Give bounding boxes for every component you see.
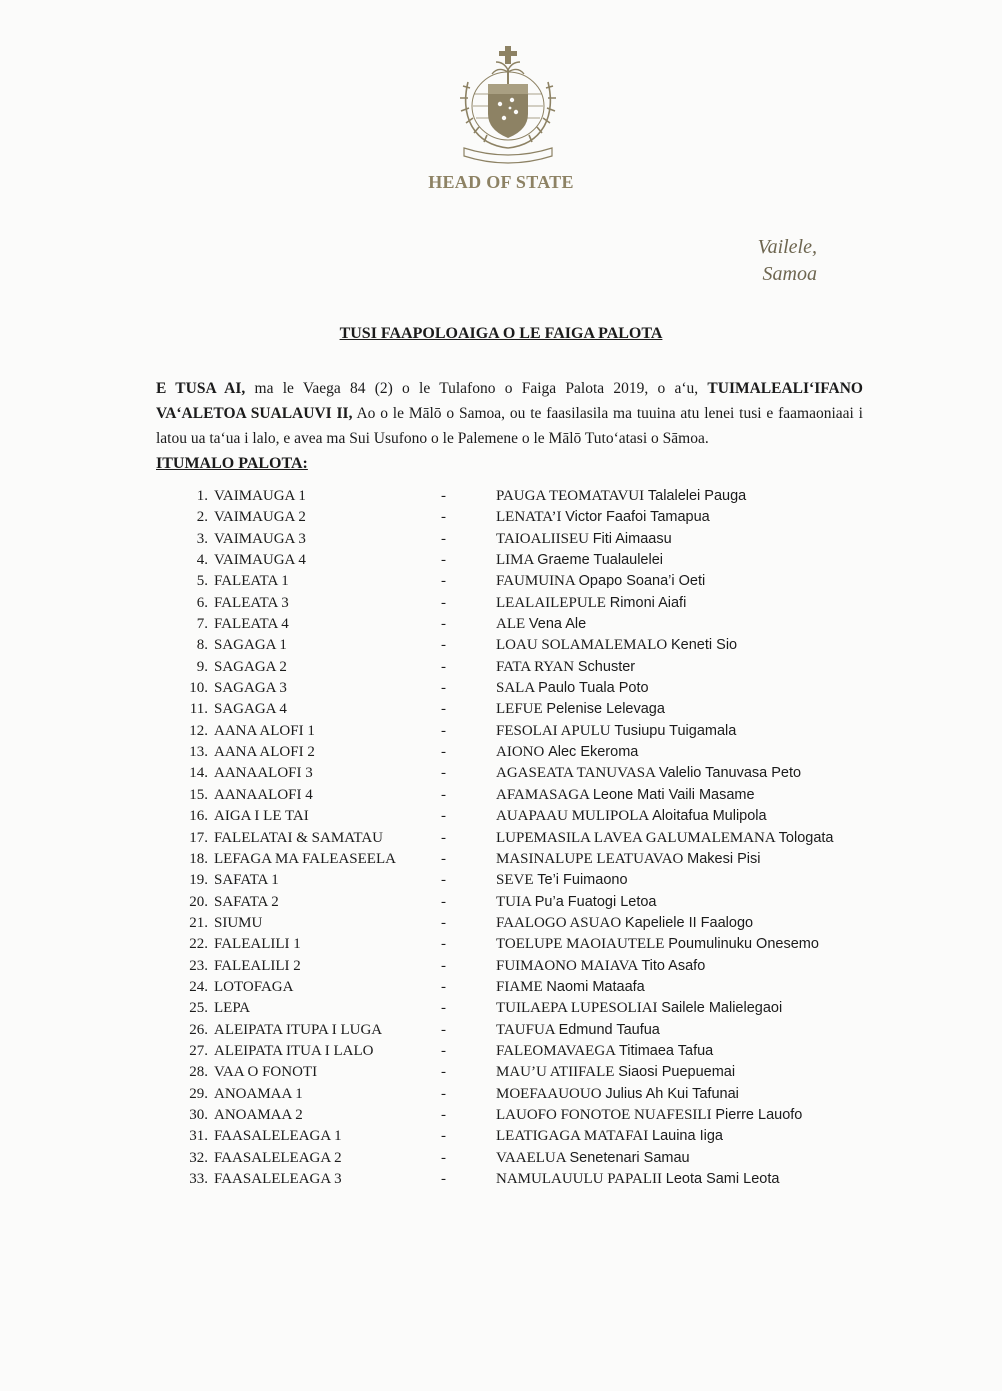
member-title: FAALOGO ASUAO — [496, 914, 622, 931]
member-given-name: Pierre Lauofo — [715, 1106, 803, 1123]
list-item — [0, 595, 1002, 616]
constituency-name: SAGAGA 1 — [214, 637, 287, 654]
member-given-name: Lauina Iiga — [652, 1128, 723, 1145]
member-name — [496, 1064, 735, 1081]
member-title: FUIMAONO MAIAVA — [496, 957, 638, 974]
member-given-name: Leone Mati Vaili Masame — [592, 786, 755, 803]
member-given-name: Tologata — [778, 829, 834, 846]
member-title: MAU’U ATIIFALE — [496, 1064, 615, 1081]
item-number: 19. — [189, 872, 208, 889]
item-number: 18. — [189, 850, 208, 867]
member-given-name: Makesi Pisi — [687, 850, 761, 867]
member-title: MASINALUPE LEATUAVAO — [496, 850, 684, 867]
constituency-name: FAASALELEAGA 3 — [214, 1171, 342, 1187]
item-number: 3. — [196, 530, 208, 547]
member-given-name: Aloitafua Mulipola — [652, 808, 767, 825]
list-item — [0, 851, 1002, 872]
separator-dash: - — [441, 1021, 446, 1038]
member-title: TUILAEPA LUPESOLIAI — [496, 1000, 658, 1017]
member-name — [496, 851, 760, 868]
constituency-name: SAFATA 2 — [214, 893, 279, 910]
member-given-name: Edmund Taufua — [558, 1021, 660, 1038]
member-name — [496, 616, 586, 633]
member-title: FAUMUINA — [496, 573, 575, 590]
list-item — [0, 830, 1002, 851]
member-title: FESOLAI APULU — [496, 722, 611, 739]
item-number: 6. — [196, 594, 208, 611]
member-title: LUPEMASILA LAVEA GALUMALEMANA — [496, 829, 775, 846]
separator-dash: - — [441, 936, 446, 953]
separator-dash: - — [441, 573, 446, 590]
member-name — [496, 680, 649, 697]
item-number: 4. — [196, 552, 208, 569]
member-name — [496, 958, 705, 975]
member-given-name: Alec Ekeroma — [548, 744, 639, 761]
item-number: 28. — [189, 1064, 208, 1081]
member-name — [496, 1022, 660, 1039]
member-name — [496, 1128, 723, 1145]
separator-dash: - — [441, 594, 446, 611]
list-item — [0, 531, 1002, 552]
constituency-list — [0, 488, 1002, 1192]
member-name — [496, 808, 767, 825]
member-title: VAAELUA — [496, 1149, 566, 1166]
member-name — [496, 894, 656, 911]
item-number: 22. — [189, 936, 208, 953]
member-name — [496, 872, 628, 889]
member-given-name: Poumulinuku Onesemo — [668, 936, 819, 953]
place-line-samoa: Samoa — [762, 263, 817, 285]
member-name — [496, 701, 665, 718]
list-item — [0, 765, 1002, 786]
member-name — [496, 723, 736, 740]
item-number: 25. — [189, 1000, 208, 1017]
separator-dash: - — [441, 765, 446, 782]
constituency-name: LEPA — [214, 1000, 251, 1017]
member-given-name: Te’i Fuimaono — [537, 872, 628, 889]
member-given-name: Julius Ah Kui Tafunai — [605, 1085, 739, 1102]
member-title: FATA RYAN — [496, 658, 575, 675]
constituency-name: AANA ALOFI 2 — [214, 744, 315, 761]
member-given-name: Victor Faafoi Tamapua — [565, 509, 710, 526]
separator-dash: - — [441, 722, 446, 739]
separator-dash: - — [441, 1000, 446, 1017]
constituency-name: FAASALELEAGA 1 — [214, 1128, 342, 1145]
item-number: 5. — [196, 573, 208, 590]
list-item — [0, 1150, 1002, 1171]
list-item — [0, 616, 1002, 637]
item-number: 12. — [189, 722, 208, 739]
separator-dash: - — [441, 552, 446, 569]
head-of-state-heading: HEAD OF STATE — [428, 172, 574, 192]
member-name — [496, 1107, 802, 1124]
member-given-name: Keneti Sio — [671, 637, 738, 654]
member-given-name: Naomi Mataafa — [546, 978, 645, 995]
member-name — [496, 979, 645, 996]
constituency-name: ANOAMAA 2 — [214, 1106, 303, 1123]
separator-dash: - — [441, 914, 446, 931]
item-number: 24. — [189, 978, 208, 995]
member-title: AIONO — [496, 744, 545, 761]
separator-dash: - — [441, 509, 446, 526]
item-number: 23. — [189, 957, 208, 974]
place-line-vailele: Vailele, — [757, 236, 817, 258]
list-item — [0, 573, 1002, 594]
list-item — [0, 808, 1002, 829]
member-name — [496, 1171, 779, 1188]
constituency-name: SAGAGA 4 — [214, 701, 287, 718]
constituency-name: VAIMAUGA 2 — [214, 509, 306, 526]
constituency-name: SIUMU — [214, 914, 263, 931]
member-given-name: Pelenise Lelevaga — [546, 701, 665, 718]
constituency-name: LOTOFAGA — [214, 978, 294, 995]
constituency-name: AANAALOFI 4 — [214, 786, 313, 803]
member-given-name: Fiti Aimaasu — [592, 530, 672, 547]
constituency-name: VAIMAUGA 1 — [214, 488, 306, 504]
member-title: TOELUPE MAOIAUTELE — [496, 936, 665, 953]
list-item — [0, 787, 1002, 808]
constituency-name: ANOAMAA 1 — [214, 1085, 303, 1102]
constituency-name: SAFATA 1 — [214, 872, 279, 889]
member-given-name: Senetenari Samau — [569, 1149, 690, 1166]
item-number: 10. — [189, 680, 208, 697]
list-item — [0, 894, 1002, 915]
member-title: AUAPAAU MULIPOLA — [496, 808, 649, 825]
member-title: FALEOMAVAEGA — [496, 1042, 616, 1059]
member-title: LAUOFO FONOTOE NUAFESILI — [496, 1106, 712, 1123]
head-of-state-name: TUIMALEALI‘IFANO VA‘ALETOA SUALAUVI II, — [156, 380, 863, 422]
section-heading: ITUMALO PALOTA: — [156, 455, 308, 472]
list-item — [0, 872, 1002, 893]
constituency-name: FALEATA 3 — [214, 594, 289, 611]
list-item — [0, 488, 1002, 509]
member-title: SALA — [496, 680, 535, 697]
item-number: 2. — [196, 509, 208, 526]
member-given-name: Siaosi Puepuemai — [618, 1064, 736, 1081]
separator-dash: - — [441, 488, 446, 504]
list-item — [0, 1086, 1002, 1107]
constituency-name: FALEATA 4 — [214, 616, 289, 633]
member-given-name: Vena Ale — [528, 616, 587, 633]
separator-dash: - — [441, 1128, 446, 1145]
member-name — [496, 1086, 739, 1103]
member-name — [496, 1043, 713, 1060]
member-title: TUIA — [496, 893, 531, 910]
separator-dash: - — [441, 744, 446, 761]
samoa-coat-of-arms-logo — [452, 44, 564, 168]
member-given-name: Paulo Tuala Poto — [538, 680, 649, 697]
item-number: 33. — [189, 1171, 208, 1187]
separator-dash: - — [441, 1171, 446, 1187]
member-name — [496, 659, 635, 676]
member-name — [496, 765, 801, 782]
member-title: TAIOALIISEU — [496, 530, 589, 547]
item-number: 20. — [189, 893, 208, 910]
member-name — [496, 787, 755, 804]
list-item — [0, 979, 1002, 1000]
list-item — [0, 637, 1002, 658]
intro-text-part1: ma le Vaega 84 (2) o le Tulafono o Faiga Palota 2019, o a‘u, — [245, 380, 708, 397]
constituency-name: SAGAGA 2 — [214, 658, 287, 675]
member-name — [496, 573, 705, 590]
constituency-name: AANA ALOFI 1 — [214, 722, 315, 739]
separator-dash: - — [441, 786, 446, 803]
separator-dash: - — [441, 616, 446, 633]
member-name — [496, 488, 746, 505]
member-given-name: Leota Sami Leota — [665, 1171, 780, 1187]
member-name — [496, 936, 819, 953]
item-number: 1. — [196, 488, 208, 504]
item-number: 14. — [189, 765, 208, 782]
list-item — [0, 723, 1002, 744]
separator-dash: - — [441, 872, 446, 889]
member-name — [496, 637, 737, 654]
item-number: 16. — [189, 808, 208, 825]
separator-dash: - — [441, 1085, 446, 1102]
list-item — [0, 701, 1002, 722]
item-number: 27. — [189, 1042, 208, 1059]
item-number: 9. — [196, 658, 208, 675]
member-title: LENATA’I — [496, 509, 562, 526]
separator-dash: - — [441, 850, 446, 867]
member-title: AGASEATA TANUVASA — [496, 765, 656, 782]
member-name — [496, 915, 753, 932]
constituency-name: AIGA I LE TAI — [214, 808, 309, 825]
item-number: 8. — [196, 637, 208, 654]
member-title: TAUFUA — [496, 1021, 555, 1038]
item-number: 32. — [189, 1149, 208, 1166]
list-item — [0, 1022, 1002, 1043]
separator-dash: - — [441, 978, 446, 995]
list-item — [0, 1128, 1002, 1149]
constituency-name: AANAALOFI 3 — [214, 765, 313, 782]
member-given-name: Graeme Tualaulelei — [537, 552, 663, 569]
separator-dash: - — [441, 701, 446, 718]
separator-dash: - — [441, 658, 446, 675]
member-given-name: Opapo Soana’i Oeti — [578, 573, 706, 590]
place-address — [758, 234, 817, 288]
member-title: LOAU SOLAMALEMALO — [496, 637, 668, 654]
item-number: 26. — [189, 1021, 208, 1038]
member-name — [496, 509, 710, 526]
separator-dash: - — [441, 1106, 446, 1123]
member-title: NAMULAUULU PAPALII — [496, 1171, 662, 1187]
separator-dash: - — [441, 530, 446, 547]
list-item — [0, 1000, 1002, 1021]
member-title: FIAME — [496, 978, 543, 995]
document-title: TUSI FAAPOLOAIGA O LE FAIGA PALOTA — [339, 325, 663, 342]
list-item — [0, 680, 1002, 701]
member-given-name: Rimoni Aiafi — [609, 594, 687, 611]
list-item — [0, 552, 1002, 573]
member-given-name: Tusiupu Tuigamala — [614, 722, 737, 739]
list-item — [0, 958, 1002, 979]
separator-dash: - — [441, 829, 446, 846]
separator-dash: - — [441, 637, 446, 654]
member-name — [496, 552, 663, 569]
item-number: 30. — [189, 1106, 208, 1123]
member-name — [496, 1000, 782, 1017]
member-given-name: Titimaea Tafua — [618, 1042, 714, 1059]
member-given-name: Talalelei Pauga — [647, 488, 747, 504]
item-number: 7. — [196, 616, 208, 633]
intro-lead: E TUSA AI, — [156, 380, 246, 397]
constituency-name: VAIMAUGA 4 — [214, 552, 306, 569]
list-item — [0, 659, 1002, 680]
member-title: MOEFAAUOUO — [496, 1085, 602, 1102]
list-item — [0, 744, 1002, 765]
constituency-name: LEFAGA MA FALEASEELA — [214, 850, 396, 867]
member-given-name: Valelio Tanuvasa Peto — [658, 765, 802, 782]
member-given-name: Schuster — [577, 658, 636, 675]
separator-dash: - — [441, 1064, 446, 1081]
item-number: 29. — [189, 1085, 208, 1102]
constituency-name: FALEALILI 1 — [214, 936, 301, 953]
item-number: 31. — [189, 1128, 208, 1145]
item-number: 13. — [189, 744, 208, 761]
member-name — [496, 1150, 690, 1167]
constituency-name: SAGAGA 3 — [214, 680, 287, 697]
constituency-name: ALEIPATA ITUPA I LUGA — [214, 1021, 383, 1038]
list-item — [0, 915, 1002, 936]
member-title: SEVE — [496, 872, 534, 889]
member-title: LEALAILEPULE — [496, 594, 606, 611]
separator-dash: - — [441, 893, 446, 910]
list-item — [0, 1171, 1002, 1192]
member-title: LEFUE — [496, 701, 543, 718]
separator-dash: - — [441, 808, 446, 825]
list-item — [0, 1064, 1002, 1085]
member-title: LIMA — [496, 552, 534, 569]
constituency-name: FALEATA 1 — [214, 573, 289, 590]
member-given-name: Kapeliele II Faalogo — [624, 914, 754, 931]
separator-dash: - — [441, 680, 446, 697]
separator-dash: - — [441, 1149, 446, 1166]
item-number: 15. — [189, 786, 208, 803]
member-name — [496, 830, 833, 847]
member-title: ALE — [496, 616, 526, 633]
member-name — [496, 595, 686, 612]
member-title: LEATIGAGA MATAFAI — [496, 1128, 649, 1145]
member-title: AFAMASAGA — [496, 786, 590, 803]
member-given-name: Sailele Malielegaoi — [661, 1000, 783, 1017]
member-given-name: Pu’a Fuatogi Letoa — [534, 893, 657, 910]
constituency-name: FALELATAI & SAMATAU — [214, 829, 383, 846]
member-title: PAUGA TEOMATAVUI — [496, 488, 645, 504]
item-number: 11. — [189, 701, 208, 718]
member-name — [496, 531, 672, 548]
member-name — [496, 744, 638, 761]
constituency-name: ALEIPATA ITUA I LALO — [214, 1042, 374, 1059]
member-given-name: Tito Asafo — [641, 957, 706, 974]
list-item — [0, 936, 1002, 957]
constituency-name: VAIMAUGA 3 — [214, 530, 306, 547]
constituency-name: FAASALELEAGA 2 — [214, 1149, 342, 1166]
constituency-name: VAA O FONOTI — [214, 1064, 318, 1081]
separator-dash: - — [441, 957, 446, 974]
intro-paragraph — [156, 376, 863, 451]
list-item — [0, 1043, 1002, 1064]
item-number: 17. — [189, 829, 208, 846]
item-number: 21. — [189, 914, 208, 931]
list-item — [0, 509, 1002, 530]
constituency-name: FALEALILI 2 — [214, 957, 301, 974]
intro-text-part2: Ao o le Mālō o Samoa, ou te faasilasila ma tuuina atu lenei tusi e faamaoniaai i latou ua ta‘ua i lalo, e avea ma Sui Usufono o le Palemene o le Mālō Tuto‘atasi o Sāmoa. — [156, 405, 863, 447]
separator-dash: - — [441, 1042, 446, 1059]
list-item — [0, 1107, 1002, 1128]
